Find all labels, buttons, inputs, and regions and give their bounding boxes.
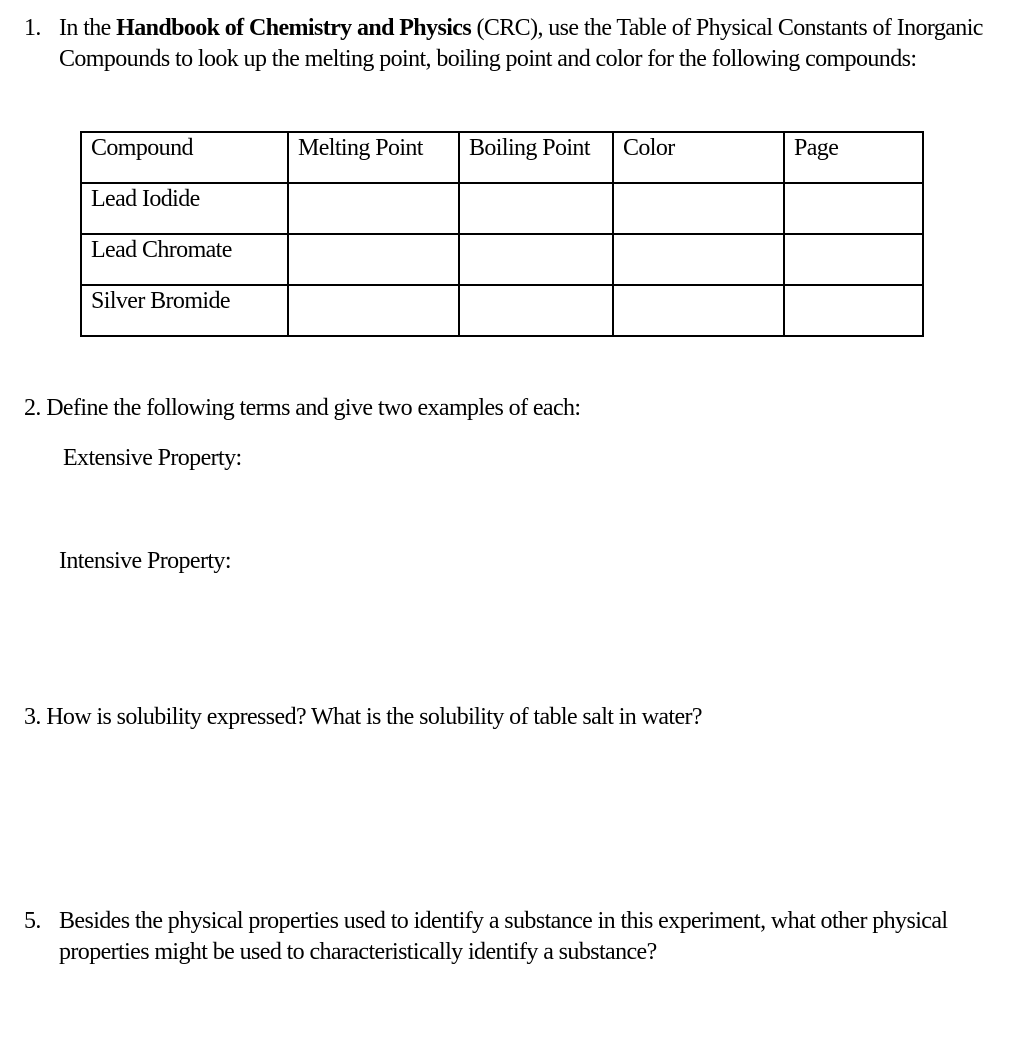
extensive-property-label: Extensive Property:: [63, 445, 242, 471]
question-1-text: [59, 13, 1014, 75]
question-2-text: 2. Define the following terms and give two examples of each:: [24, 395, 581, 421]
compound-cell: Lead Chromate: [81, 234, 288, 285]
table-row: [81, 234, 923, 285]
intensive-property-label: Intensive Property:: [59, 548, 231, 574]
page-cell: [784, 285, 923, 336]
compound-cell: Silver Bromide: [81, 285, 288, 336]
header-page: Page: [784, 132, 923, 183]
table-row: [81, 285, 923, 336]
page-cell: [784, 234, 923, 285]
table-header-row: [81, 132, 923, 183]
melting-point-cell: [288, 285, 459, 336]
compound-cell: Lead Iodide: [81, 183, 288, 234]
table-row: [81, 183, 923, 234]
question-1-text-after: (CRC), use the Table of Physical Constants of Inorganic Compounds to look up the melting point, boiling point and color for the following compounds:: [59, 15, 983, 72]
question-1-text-before: In the: [59, 15, 117, 41]
header-boiling-point: Boiling Point: [459, 132, 613, 183]
question-5-number: 5.: [24, 908, 41, 934]
boiling-point-cell: [459, 285, 613, 336]
header-color: Color: [613, 132, 784, 183]
question-3-text: 3. How is solubility expressed? What is the solubility of table salt in water?: [24, 704, 702, 730]
question-5: [24, 906, 984, 968]
boiling-point-cell: [459, 183, 613, 234]
header-melting-point: Melting Point: [288, 132, 459, 183]
physical-constants-table: [80, 131, 924, 337]
question-1-number: 1.: [24, 15, 41, 41]
question-5-text: Besides the physical properties used to identify a substance in this experiment, what other physical properties might be used to characteristically identify a substance?: [59, 908, 948, 965]
color-cell: [613, 183, 784, 234]
question-1: [24, 13, 1014, 75]
melting-point-cell: [288, 183, 459, 234]
boiling-point-cell: [459, 234, 613, 285]
page-cell: [784, 183, 923, 234]
handbook-title: Handbook of Chemistry and Physics: [116, 15, 472, 41]
color-cell: [613, 234, 784, 285]
header-compound: Compound: [81, 132, 288, 183]
color-cell: [613, 285, 784, 336]
melting-point-cell: [288, 234, 459, 285]
